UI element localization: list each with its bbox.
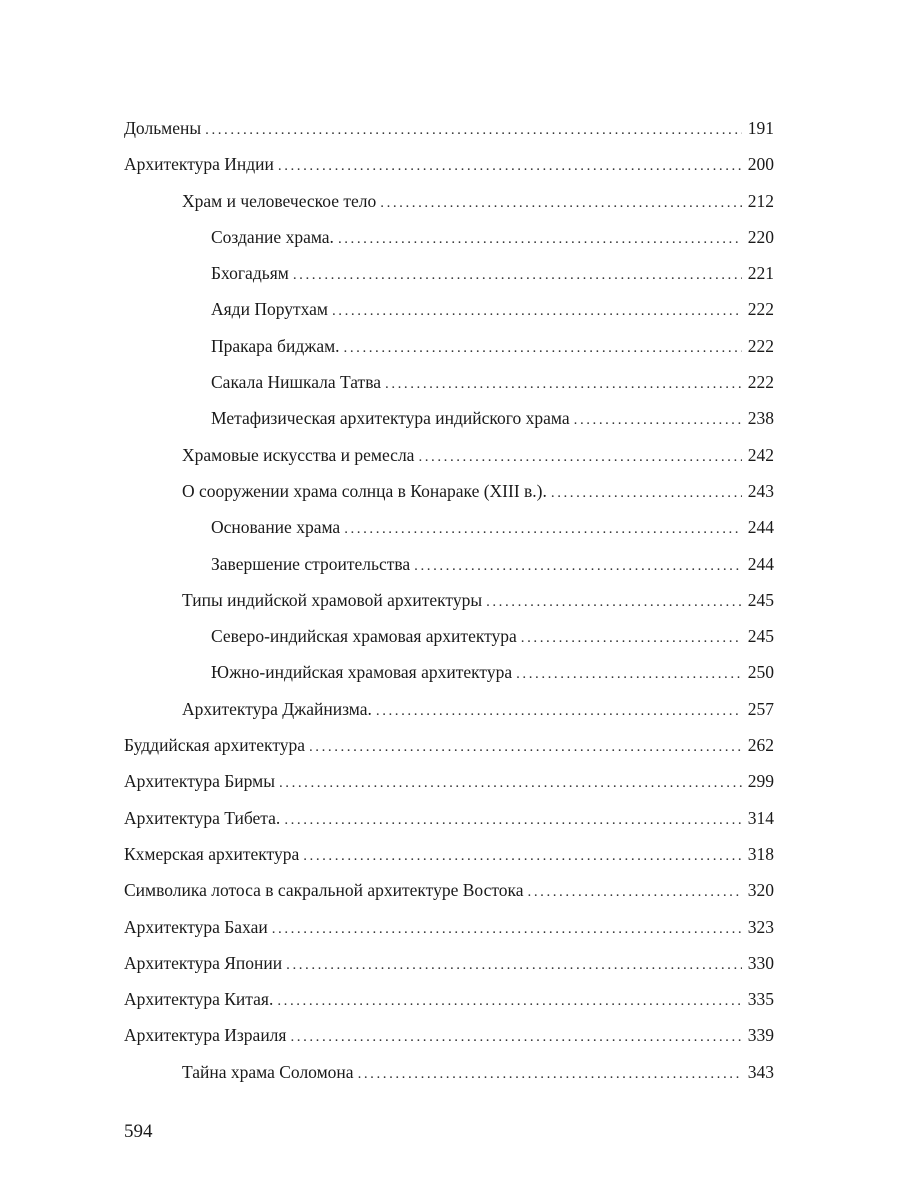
toc-entry: [124, 255, 774, 291]
toc-entry-title: Архитектура Бирмы: [124, 771, 275, 792]
toc-entry-title: Создание храма.: [211, 226, 334, 247]
toc-entry: [124, 763, 774, 799]
toc-entry-title: Типы индийской храмовой архитектуры: [182, 589, 483, 610]
toc-leader-dots: [380, 185, 742, 221]
toc-entry: [124, 291, 774, 327]
toc-entry-page: 299: [747, 771, 774, 792]
toc-leader-dots: [278, 148, 742, 184]
toc-entry: [124, 400, 774, 436]
toc-entry-title: О сооружении храма солнца в Конараке (XIII в.).: [182, 480, 547, 501]
toc-entry: [124, 836, 774, 872]
toc-leader-dots: [521, 620, 742, 656]
toc-entry: [124, 691, 774, 727]
toc-leader-dots: [293, 257, 742, 293]
toc-entry-page: 318: [747, 843, 774, 864]
toc-entry-page: 244: [747, 553, 774, 574]
toc-entry: [124, 146, 774, 182]
toc-entry-page: 222: [747, 372, 774, 393]
toc-entry-page: 320: [747, 880, 774, 901]
toc-entry-title: Аяди Порутхам: [211, 299, 328, 320]
page-number: 594: [124, 1121, 153, 1142]
toc-entry-title: Тайна храма Соломона: [182, 1061, 354, 1082]
toc-leader-dots: [385, 366, 742, 402]
toc-entry: [124, 437, 774, 473]
toc-entry-title: Северо-индийская храмовая архитектура: [211, 626, 517, 647]
toc-leader-dots: [303, 838, 742, 874]
toc-entry-page: 339: [747, 1025, 774, 1046]
toc-leader-dots: [486, 584, 742, 620]
toc-leader-dots: [414, 548, 742, 584]
toc-entry-page: 314: [747, 807, 774, 828]
toc-entry-title: Архитектура Японии: [124, 952, 283, 973]
toc-leader-dots: [551, 475, 742, 511]
toc-entry: [124, 110, 774, 146]
toc-entry-title: Архитектура Индии: [124, 154, 274, 175]
toc-entry-title: Завершение строительства: [211, 553, 411, 574]
toc-entry: [124, 618, 774, 654]
toc-leader-dots: [528, 874, 742, 910]
toc-entry: [124, 909, 774, 945]
toc-leader-dots: [309, 729, 742, 765]
toc-entry-title: Бхогадьям: [211, 263, 289, 284]
toc-entry-page: 191: [747, 118, 774, 138]
toc-entry: [124, 473, 774, 509]
toc-leader-dots: [332, 293, 742, 329]
toc-leader-dots: [344, 330, 742, 366]
toc-leader-dots: [516, 656, 742, 692]
toc-entry-title: Дольмены: [124, 118, 202, 138]
toc-entry-title: Архитектура Тибета.: [124, 807, 281, 828]
toc-entry-title: Храмовые искусства и ремесла: [182, 444, 415, 465]
toc-entry-page: 323: [747, 916, 774, 937]
table-of-contents: [124, 110, 774, 1090]
toc-leader-dots: [358, 1056, 742, 1092]
toc-entry-title: Архитектура Китая.: [124, 989, 274, 1010]
toc-entry-title: Архитектура Бахаи: [124, 916, 268, 937]
toc-entry: [124, 364, 774, 400]
toc-entry-title: Основание храма: [211, 517, 341, 538]
toc-entry-page: 238: [747, 408, 774, 429]
toc-entry-page: 335: [747, 989, 774, 1010]
toc-entry: [124, 1054, 774, 1090]
toc-entry: [124, 546, 774, 582]
toc-entry-page: 250: [747, 662, 774, 683]
toc-entry-page: 330: [747, 952, 774, 973]
toc-entry-page: 243: [747, 480, 774, 501]
toc-entry-title: Храм и человеческое тело: [182, 190, 377, 211]
toc-entry-title: Архитектура Израиля: [124, 1025, 287, 1046]
toc-entry-page: 245: [747, 589, 774, 610]
toc-entry-title: Кхмерская архитектура: [124, 843, 300, 864]
toc-entry: [124, 727, 774, 763]
toc-entry: [124, 800, 774, 836]
toc-leader-dots: [279, 765, 742, 801]
toc-entry: [124, 183, 774, 219]
toc-entry-title: Южно-индийская храмовая архитектура: [211, 662, 513, 683]
toc-entry-title: Сакала Нишкала Татва: [211, 372, 382, 393]
toc-entry-title: Буддийская архитектура: [124, 735, 305, 756]
toc-entry: [124, 509, 774, 545]
toc-leader-dots: [290, 1019, 742, 1055]
toc-entry: [124, 654, 774, 690]
toc-entry-page: 222: [747, 299, 774, 320]
toc-leader-dots: [338, 221, 742, 257]
toc-entry-title: Архитектура Джайнизма.: [182, 698, 372, 719]
toc-entry-title: Пракара биджам.: [211, 335, 340, 356]
toc-entry: [124, 582, 774, 618]
toc-leader-dots: [574, 402, 742, 438]
toc-entry: [124, 945, 774, 981]
toc-leader-dots: [376, 693, 742, 729]
toc-entry: [124, 328, 774, 364]
toc-entry-title: Символика лотоса в сакральной архитектуре Востока: [124, 880, 524, 901]
toc-entry-title: Метафизическая архитектура индийского храма: [211, 408, 570, 429]
toc-entry-page: 244: [747, 517, 774, 538]
toc-leader-dots: [418, 439, 742, 475]
toc-entry-page: 262: [747, 735, 774, 756]
toc-entry-page: 257: [747, 698, 774, 719]
toc-entry-page: 343: [747, 1061, 774, 1082]
toc-leader-dots: [205, 112, 742, 148]
toc-entry-page: 212: [747, 190, 774, 211]
toc-entry: [124, 981, 774, 1017]
toc-leader-dots: [277, 983, 742, 1019]
toc-leader-dots: [284, 802, 742, 838]
toc-entry-page: 220: [747, 226, 774, 247]
toc-entry-page: 221: [747, 263, 774, 284]
toc-entry-page: 222: [747, 335, 774, 356]
toc-entry: [124, 1017, 774, 1053]
toc-entry: [124, 219, 774, 255]
toc-leader-dots: [344, 511, 742, 547]
toc-leader-dots: [272, 911, 742, 947]
toc-entry: [124, 872, 774, 908]
toc-entry-page: 242: [747, 444, 774, 465]
toc-entry-page: 245: [747, 626, 774, 647]
toc-entry-page: 200: [747, 154, 774, 175]
toc-leader-dots: [286, 947, 742, 983]
